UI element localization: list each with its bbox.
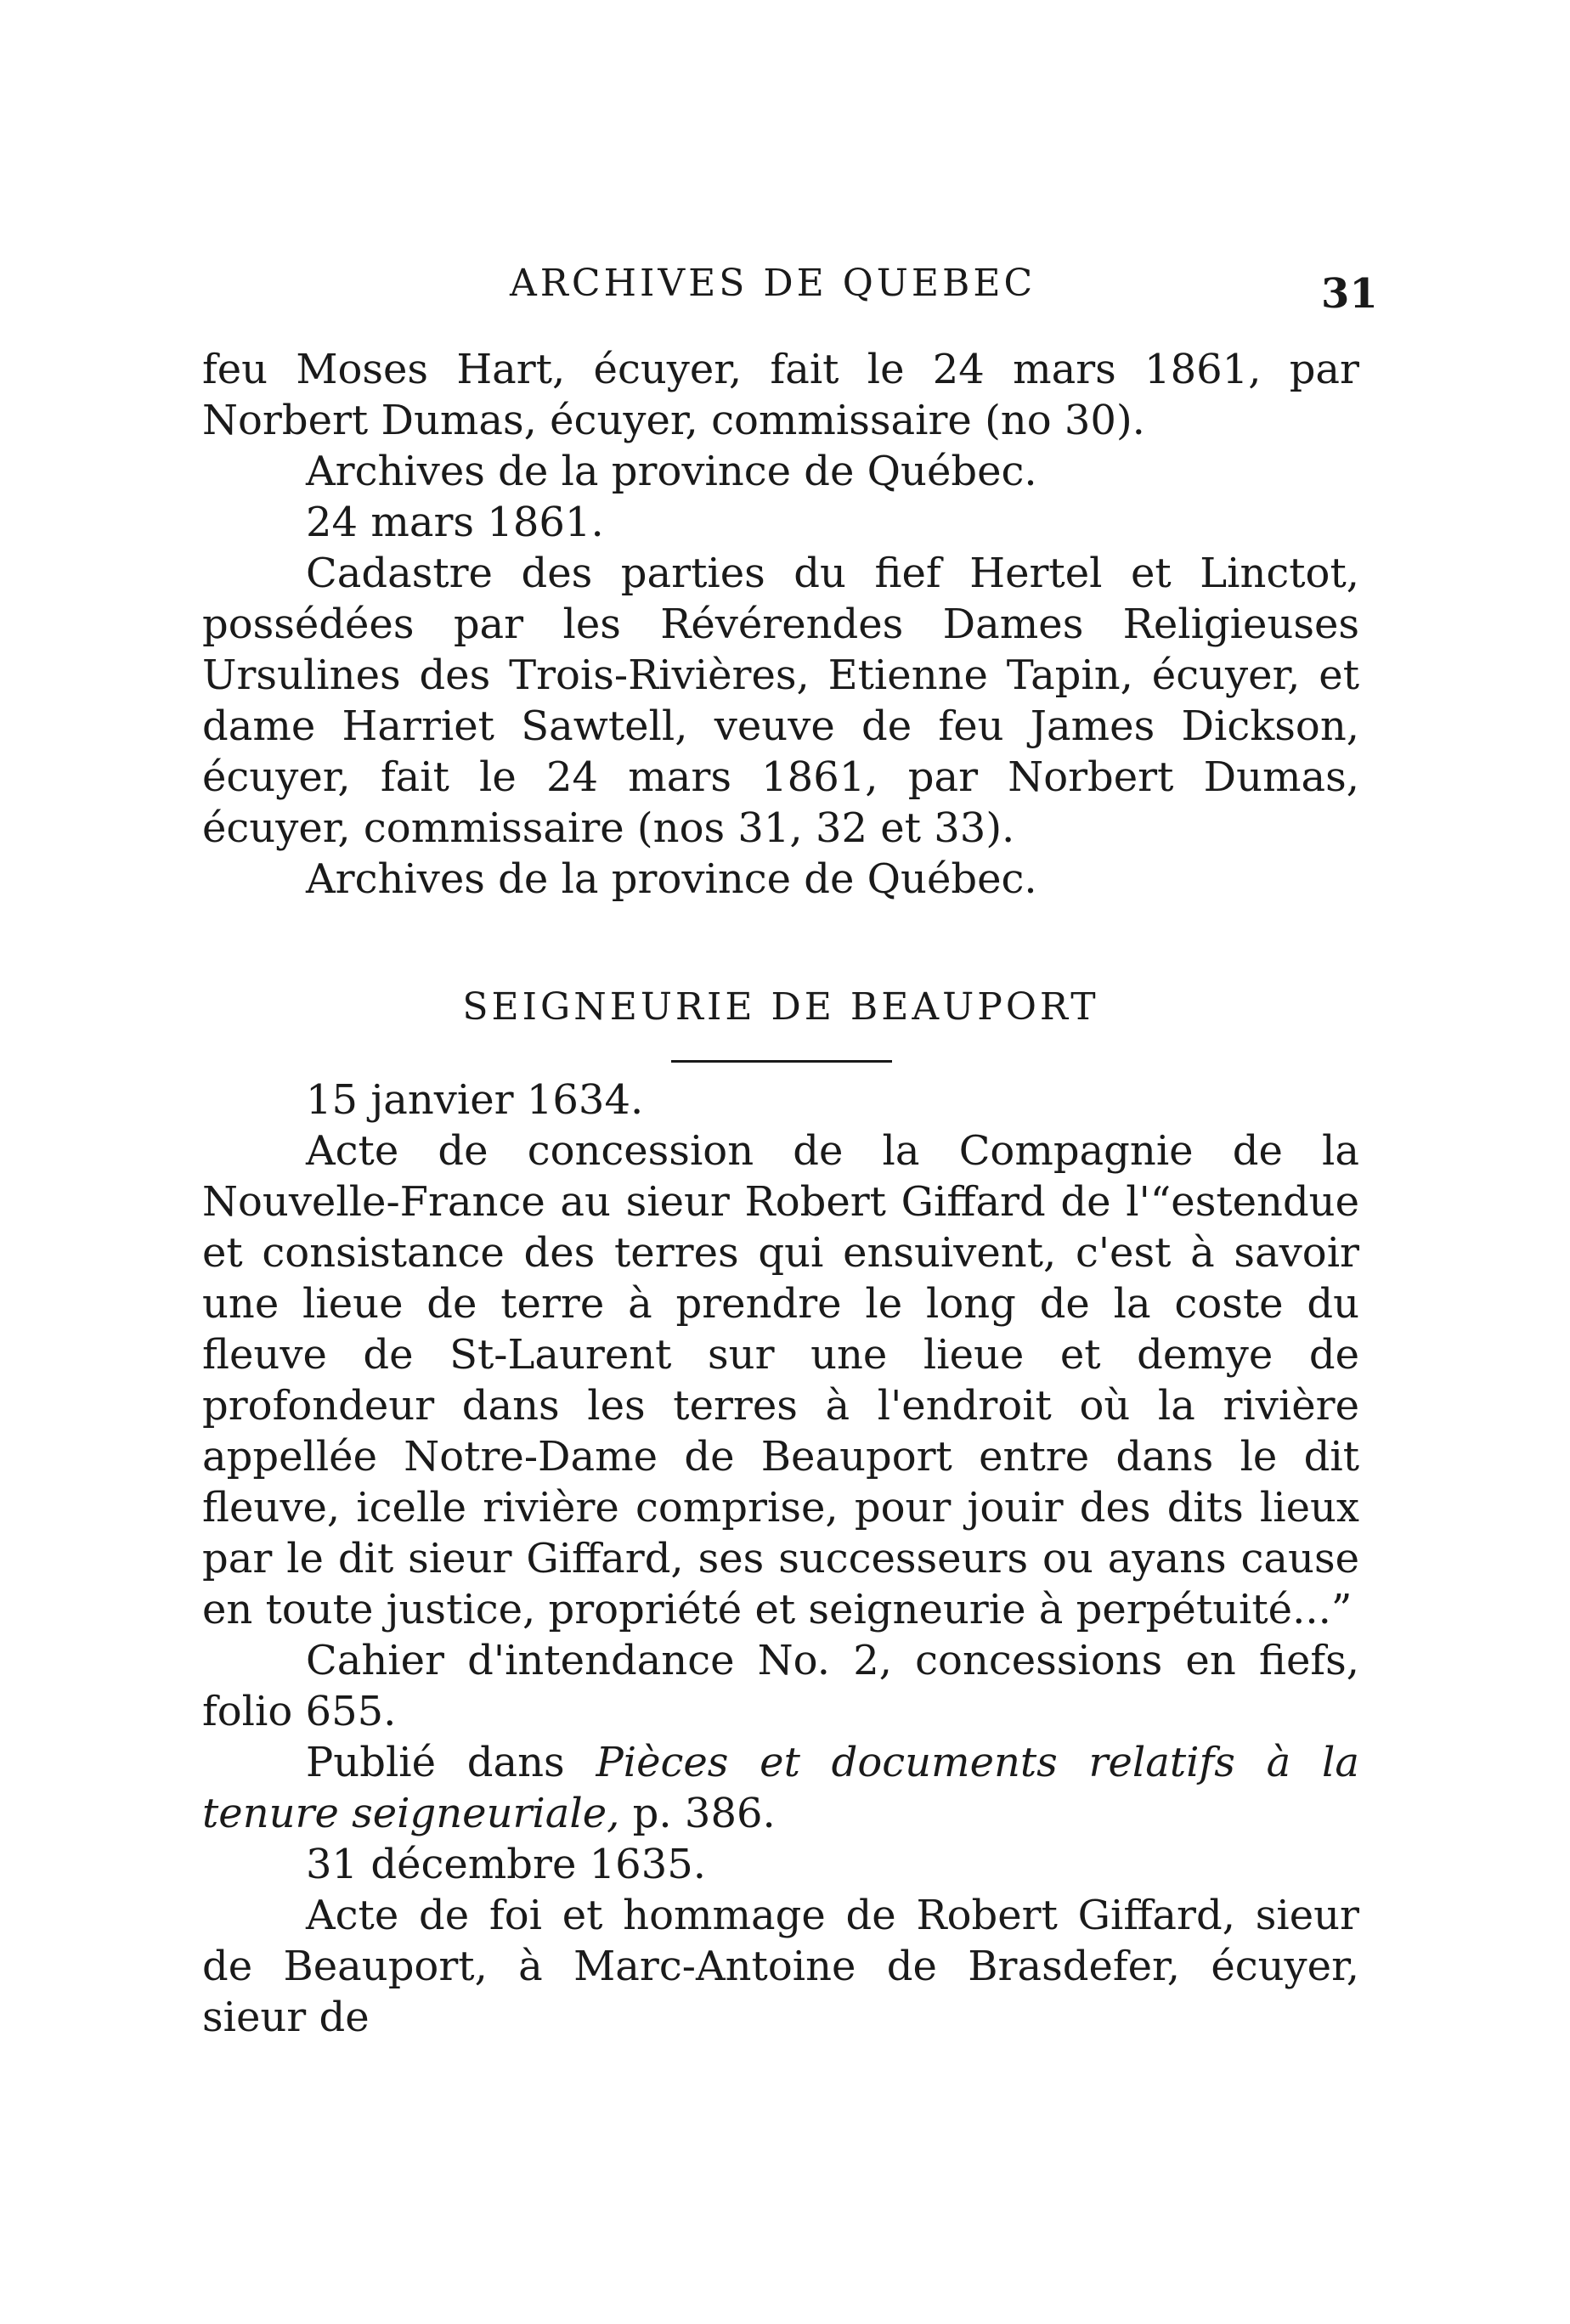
paragraph-cadastre: Cadastre des parties du fief Hertel et Linctot, possédées par les Révérendes Dames Religieuses Ursulines des Trois-Rivières, Etienne Tapin, écuyer, et dame Harriet Sawtell, veuve de feu James Dickson, écuyer, fait le 24 mars 1861, par Norbert Dumas, écuyer, commissaire (nos 31, 32 et 33). — [202, 550, 1359, 852]
paragraph-concession-act: Acte de concession de la Compagnie de la Nouvelle-France au sieur Robert Giffard de l'“estendue et consistance des terres qui ensuivent, c'est à savoir une lieue de terre à prendre le long de la coste du fleuve de St-Laurent sur une lieue et demye de profondeur dans les terres à l'endroit où la rivière appellée Notre-Dame de Beauport entre dans le dit fleuve, icelle rivière comprise, pour jouir des dits lieux par le dit sieur Giffard, ses successeurs ou ayans cause en toute justice, propriété et seigneurie à perpétuité...” — [202, 1127, 1359, 1633]
paragraph-cahier-reference: Cahier d'intendance No. 2, concessions en fiefs, folio 655. — [202, 1637, 1359, 1735]
paragraph-foi-hommage: Acte de foi et hommage de Robert Giffard, sieur de Beauport, à Marc-Antoine de Brasdefer, écuyer, sieur de — [202, 1892, 1359, 2041]
paragraph-continuation: feu Moses Hart, écuyer, fait le 24 mars 1861, par Norbert Dumas, écuyer, commissaire (no 30). — [202, 346, 1359, 444]
publication-suffix: p. 386. — [619, 1790, 776, 1837]
running-title: ARCHIVES DE QUEBEC — [510, 262, 1036, 305]
paragraph-archive-reference: Archives de la province de Québec. — [306, 855, 1037, 903]
section-heading: SEIGNEURIE DE BEAUPORT — [462, 985, 1099, 1029]
paragraph-date: 24 mars 1861. — [306, 499, 604, 546]
paragraph-archive-reference: Archives de la province de Québec. — [306, 448, 1037, 495]
publication-prefix: Publié dans — [306, 1739, 596, 1786]
section-divider — [671, 1060, 892, 1063]
paragraph-date: 31 décembre 1635. — [306, 1841, 707, 1888]
paragraph-publication-reference — [202, 1737, 1359, 1839]
page-number: 31 — [1321, 270, 1378, 318]
publication-title: Pièces et documents relatifs à la tenure seigneuriale, — [202, 1739, 1360, 1837]
paragraph-date: 15 janvier 1634. — [306, 1076, 644, 1124]
